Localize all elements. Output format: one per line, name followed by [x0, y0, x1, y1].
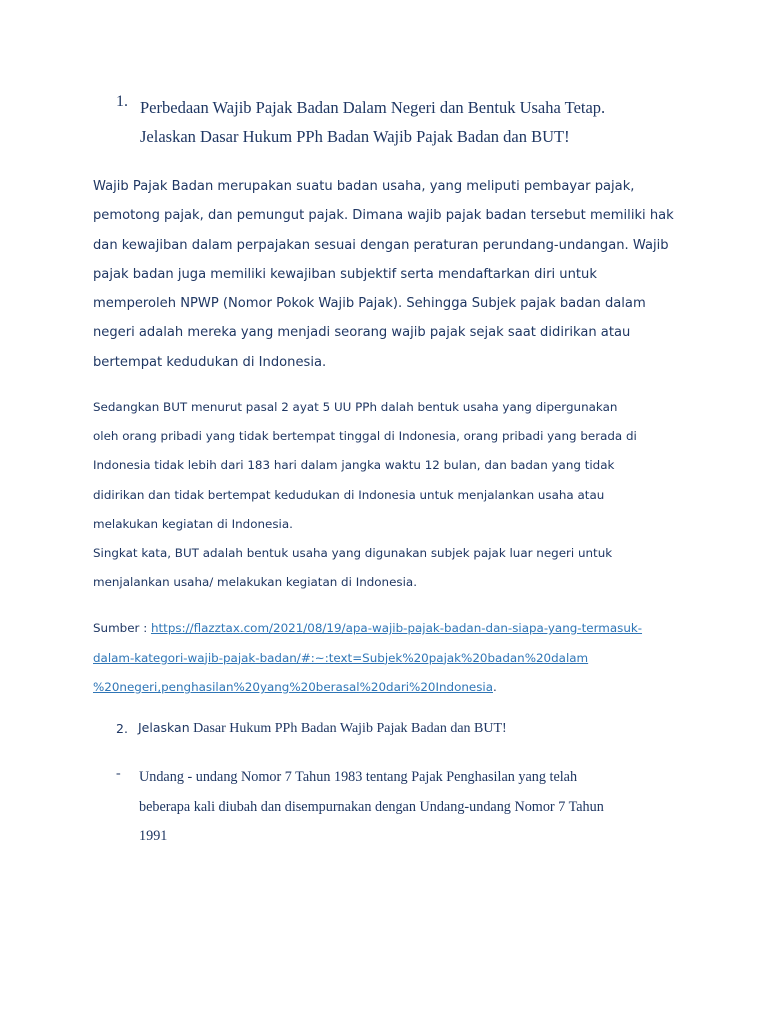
paragraph-line: menjalankan usaha/ melakukan kegiatan di Indonesia. — [93, 575, 417, 590]
source-label: Sumber : — [93, 621, 151, 635]
question-2-lead-word: Jelaskan — [138, 720, 190, 735]
bullet-line: Undang - undang Nomor 7 Tahun 1983 tentang Pajak Penghasilan yang telah — [139, 769, 578, 785]
source-link-continued[interactable]: %20negeri,penghasilan%20yang%20berasal%20dari%20Indonesia — [93, 680, 493, 694]
source-citation — [93, 614, 693, 703]
paragraph-line: Wajib Pajak Badan merupakan suatu badan usaha, yang meliputi pembayar pajak, — [93, 179, 635, 194]
paragraph-line: Singkat kata, BUT adalah bentuk usaha yang digunakan subjek pajak luar negeri untuk — [93, 546, 613, 560]
paragraph-line: pemotong pajak, dan pemungut pajak. Dimana wajib pajak badan tersebut memiliki hak — [93, 208, 674, 224]
question-1-title-line: Jelaskan Dasar Hukum PPh Badan Wajib Pajak Badan dan BUT! — [140, 127, 570, 146]
source-trailing-period: . — [493, 680, 497, 694]
paragraph-line: memperoleh NPWP (Nomor Pokok Wajib Pajak). Sehingga Subjek pajak badan dalam — [93, 296, 646, 312]
bullet-dash: - — [116, 766, 121, 781]
question-1-number: 1. — [116, 93, 128, 110]
paragraph-line: oleh orang pribadi yang tidak bertempat tinggal di Indonesia, orang pribadi yang berada di — [93, 429, 637, 444]
paragraph-line: Sedangkan BUT menurut pasal 2 ayat 5 UU PPh dalah bentuk usaha yang dipergunakan — [93, 400, 618, 414]
question-2-rest: Dasar Hukum PPh Badan Wajib Pajak Badan dan BUT! — [189, 721, 507, 736]
question-2-heading — [116, 720, 716, 738]
bullet-line: beberapa kali diubah dan disempurnakan dengan Undang-undang Nomor 7 Tahun — [139, 798, 604, 815]
question-2-number: 2. — [116, 721, 128, 736]
paragraph-line: melakukan kegiatan di Indonesia. — [93, 516, 293, 531]
bullet-item-legal-basis — [139, 763, 699, 852]
paragraph-line: bertempat kedudukan di Indonesia. — [93, 354, 327, 370]
source-line — [93, 644, 693, 674]
question-2-text — [138, 720, 507, 737]
paragraph-but-summary — [93, 539, 693, 597]
source-link-continued[interactable]: dalam-kategori-wajib-pajak-badan/#:~:text=Subjek%20pajak%20badan%20dalam — [93, 650, 589, 665]
bullet-line: 1991 — [139, 828, 168, 844]
paragraph-line: pajak badan juga memiliki kewajiban subjektif serta mendaftarkan diri untuk — [93, 266, 597, 282]
paragraph-line: didirikan dan tidak bertempat kedudukan di Indonesia untuk menjalankan usaha atau — [93, 487, 605, 502]
source-line — [93, 673, 693, 703]
paragraph-wajib-pajak-badan — [93, 172, 693, 377]
source-link[interactable]: https://flazztax.com/2021/08/19/apa-wajib-pajak-badan-dan-siapa-yang-termasuk- — [150, 621, 643, 635]
source-line — [93, 614, 693, 644]
paragraph-but-definition — [93, 393, 693, 539]
question-1-title — [140, 93, 700, 151]
paragraph-line: Indonesia tidak lebih dari 183 hari dalam jangka waktu 12 bulan, dan badan yang tidak — [93, 458, 615, 473]
paragraph-line: negeri adalah mereka yang menjadi seorang wajib pajak sejak saat didirikan atau — [93, 325, 631, 341]
question-1-title-line: Perbedaan Wajib Pajak Badan Dalam Negeri dan Bentuk Usaha Tetap. — [140, 98, 606, 117]
paragraph-line: dan kewajiban dalam perpajakan sesuai dengan peraturan perundang-undangan. Wajib — [93, 237, 669, 253]
